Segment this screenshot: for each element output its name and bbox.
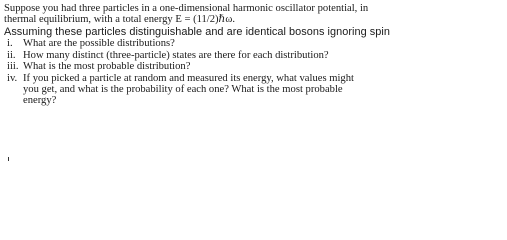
assumption-line: Assuming these particles distinguishable and are identical bosons ignoring spin bbox=[4, 25, 390, 38]
intro-line-1: Suppose you had three particles in a one-dimensional harmonic oscillator potential, in bbox=[4, 3, 369, 14]
question-text: What is the most probable distribution? bbox=[23, 61, 191, 73]
question-number: iii. bbox=[7, 61, 19, 73]
question-text-line-3: energy? bbox=[23, 95, 57, 107]
question-iv bbox=[4, 73, 502, 107]
question-iii bbox=[4, 61, 502, 72]
question-text: How many distinct (three-particle) states are there for each distribution? bbox=[23, 49, 329, 61]
question-i bbox=[4, 38, 502, 49]
question-text-line-2: you get, and what is the probability of each one? What is the most probable bbox=[23, 84, 343, 96]
question-text: What are the possible distributions? bbox=[23, 38, 175, 50]
question-text-line-1: If you picked a particle at random and measured its energy, what values might bbox=[23, 72, 354, 84]
problem-text bbox=[4, 3, 502, 107]
intro-line-2: thermal equilibrium, with a total energy E = (11/2)ℏω. bbox=[4, 14, 236, 26]
question-number: ii. bbox=[7, 49, 16, 61]
margin-tick-mark bbox=[8, 157, 9, 161]
question-number: iv. bbox=[7, 72, 18, 84]
question-ii bbox=[4, 50, 502, 61]
question-number: i. bbox=[7, 38, 13, 50]
